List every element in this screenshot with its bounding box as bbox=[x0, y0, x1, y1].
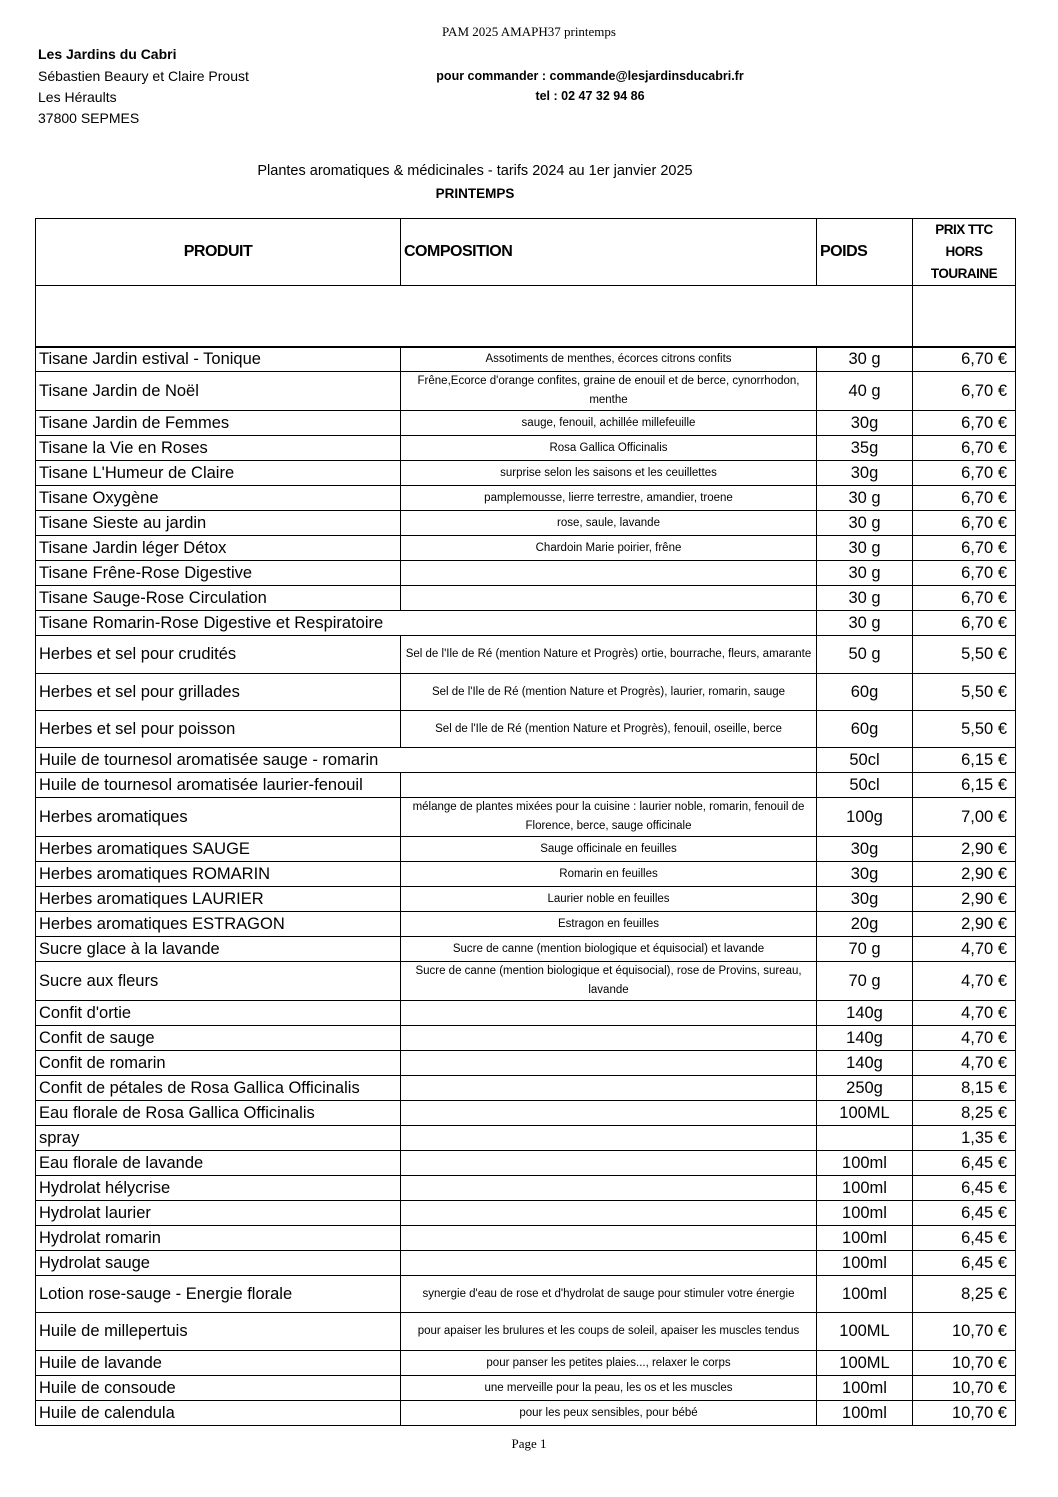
product-cell: Herbes aromatiques bbox=[36, 798, 401, 837]
price-cell: 10,70 € bbox=[913, 1401, 1016, 1426]
product-cell: Lotion rose-sauge - Energie florale bbox=[36, 1276, 401, 1313]
product-cell: Huile de consoude bbox=[36, 1376, 401, 1401]
weight-cell: 100ml bbox=[817, 1251, 913, 1276]
table-row bbox=[36, 1026, 1016, 1051]
composition-cell: Assotiments de menthes, écorces citrons confits bbox=[401, 347, 817, 372]
price-cell: 10,70 € bbox=[913, 1313, 1016, 1351]
sender-name: Les Jardins du Cabri bbox=[38, 46, 177, 62]
empty-cell bbox=[36, 286, 913, 347]
table-row bbox=[36, 773, 1016, 798]
price-cell: 6,15 € bbox=[913, 773, 1016, 798]
weight-cell: 70 g bbox=[817, 962, 913, 1001]
table-row bbox=[36, 1176, 1016, 1201]
weight-cell: 30 g bbox=[817, 511, 913, 536]
weight-cell: 140g bbox=[817, 1051, 913, 1076]
table-row bbox=[36, 912, 1016, 937]
table-row bbox=[36, 1313, 1016, 1351]
price-cell: 6,70 € bbox=[913, 511, 1016, 536]
header-product: PRODUIT bbox=[36, 219, 401, 286]
weight-cell: 140g bbox=[817, 1026, 913, 1051]
composition-cell: Rosa Gallica Officinalis bbox=[401, 436, 817, 461]
product-cell: Hydrolat romarin bbox=[36, 1226, 401, 1251]
product-cell: Tisane Sauge-Rose Circulation bbox=[36, 586, 401, 611]
composition-cell bbox=[401, 1151, 817, 1176]
weight-cell: 35g bbox=[817, 436, 913, 461]
price-cell: 6,45 € bbox=[913, 1201, 1016, 1226]
price-cell: 2,90 € bbox=[913, 837, 1016, 862]
price-cell: 8,15 € bbox=[913, 1076, 1016, 1101]
weight-cell: 50 g bbox=[817, 636, 913, 674]
product-cell: spray bbox=[36, 1126, 401, 1151]
weight-cell: 30g bbox=[817, 411, 913, 436]
table-row bbox=[36, 611, 1016, 636]
price-cell: 8,25 € bbox=[913, 1101, 1016, 1126]
weight-cell: 50cl bbox=[817, 773, 913, 798]
composition-cell: pour panser les petites plaies..., relaxer le corps bbox=[401, 1351, 817, 1376]
composition-cell: Sel de l'Ile de Ré (mention Nature et Progrès), laurier, romarin, sauge bbox=[401, 674, 817, 711]
product-cell: Tisane Jardin de Femmes bbox=[36, 411, 401, 436]
price-cell: 6,45 € bbox=[913, 1151, 1016, 1176]
composition-cell bbox=[401, 561, 817, 586]
product-cell: Herbes aromatiques ROMARIN bbox=[36, 862, 401, 887]
product-cell: Tisane Oxygène bbox=[36, 486, 401, 511]
table-row bbox=[36, 536, 1016, 561]
season-label: PRINTEMPS bbox=[435, 186, 515, 201]
weight-cell: 100ml bbox=[817, 1401, 913, 1426]
product-cell: Sucre glace à la lavande bbox=[36, 937, 401, 962]
table-row bbox=[36, 1276, 1016, 1313]
composition-cell bbox=[401, 1251, 817, 1276]
weight-cell: 100ml bbox=[817, 1151, 913, 1176]
composition-cell: Sucre de canne (mention biologique et équisocial) et lavande bbox=[401, 937, 817, 962]
weight-cell: 100ML bbox=[817, 1351, 913, 1376]
price-cell: 6,15 € bbox=[913, 748, 1016, 773]
composition-cell: Sel de l'Ile de Ré (mention Nature et Progrès) ortie, bourrache, fleurs, amarante bbox=[401, 636, 817, 674]
table-row bbox=[36, 937, 1016, 962]
table-row bbox=[36, 1226, 1016, 1251]
sender-city: 37800 SEPMES bbox=[38, 110, 140, 126]
document-title: PAM 2025 AMAPH37 printemps bbox=[442, 24, 616, 39]
composition-cell: synergie d'eau de rose et d'hydrolat de sauge pour stimuler votre énergie bbox=[401, 1276, 817, 1313]
price-cell: 5,50 € bbox=[913, 636, 1016, 674]
price-cell: 4,70 € bbox=[913, 1051, 1016, 1076]
price-cell: 6,45 € bbox=[913, 1226, 1016, 1251]
composition-cell bbox=[401, 1026, 817, 1051]
price-cell: 8,25 € bbox=[913, 1276, 1016, 1313]
sender-people: Sébastien Beaury et Claire Proust bbox=[38, 68, 249, 84]
table-row bbox=[36, 962, 1016, 1001]
product-cell: Confit de romarin bbox=[36, 1051, 401, 1076]
product-cell: Tisane la Vie en Roses bbox=[36, 436, 401, 461]
product-cell: Huile de tournesol aromatisée sauge - romarin bbox=[36, 748, 817, 773]
weight-cell: 250g bbox=[817, 1076, 913, 1101]
price-cell: 6,70 € bbox=[913, 372, 1016, 411]
weight-cell: 100ml bbox=[817, 1276, 913, 1313]
composition-cell: une merveille pour la peau, les os et les muscles bbox=[401, 1376, 817, 1401]
table-row bbox=[36, 586, 1016, 611]
composition-cell: sauge, fenouil, achillée millefeuille bbox=[401, 411, 817, 436]
header-composition: COMPOSITION bbox=[401, 219, 817, 286]
price-cell: 10,70 € bbox=[913, 1376, 1016, 1401]
composition-cell bbox=[401, 1126, 817, 1151]
composition-cell: Romarin en feuilles bbox=[401, 862, 817, 887]
composition-cell: Frêne,Ecorce d'orange confites, graine de enouil et de berce, cynorrhodon, menthe bbox=[401, 372, 817, 411]
table-row bbox=[36, 887, 1016, 912]
table-row bbox=[36, 561, 1016, 586]
weight-cell: 100ml bbox=[817, 1201, 913, 1226]
weight-cell: 100ml bbox=[817, 1176, 913, 1201]
weight-cell: 100ML bbox=[817, 1313, 913, 1351]
table-row bbox=[36, 1126, 1016, 1151]
composition-cell bbox=[401, 1051, 817, 1076]
product-cell: Huile de tournesol aromatisée laurier-fenouil bbox=[36, 773, 401, 798]
product-cell: Herbes et sel pour grillades bbox=[36, 674, 401, 711]
table-row bbox=[36, 1401, 1016, 1426]
weight-cell: 40 g bbox=[817, 372, 913, 411]
empty-cell bbox=[913, 286, 1016, 347]
product-cell: Confit de sauge bbox=[36, 1026, 401, 1051]
weight-cell: 100ml bbox=[817, 1226, 913, 1251]
product-cell: Tisane Romarin-Rose Digestive et Respiratoire bbox=[36, 611, 817, 636]
composition-cell bbox=[401, 1101, 817, 1126]
order-email[interactable]: pour commander : commande@lesjardinsducabri.fr bbox=[436, 69, 744, 83]
weight-cell: 100g bbox=[817, 798, 913, 837]
price-cell: 2,90 € bbox=[913, 862, 1016, 887]
composition-cell: Chardoin Marie poirier, frêne bbox=[401, 536, 817, 561]
weight-cell: 100ML bbox=[817, 1101, 913, 1126]
composition-cell bbox=[401, 1176, 817, 1201]
product-cell: Hydrolat sauge bbox=[36, 1251, 401, 1276]
composition-cell bbox=[401, 586, 817, 611]
product-cell: Tisane Sieste au jardin bbox=[36, 511, 401, 536]
price-list-subtitle: Plantes aromatiques & médicinales - tarifs 2024 au 1er janvier 2025 bbox=[257, 163, 693, 179]
price-cell: 6,70 € bbox=[913, 486, 1016, 511]
weight-cell: 30 g bbox=[817, 536, 913, 561]
composition-cell: pour les peux sensibles, pour bébé bbox=[401, 1401, 817, 1426]
product-cell: Eau florale de Rosa Gallica Officinalis bbox=[36, 1101, 401, 1126]
product-cell: Tisane Jardin léger Détox bbox=[36, 536, 401, 561]
composition-cell bbox=[401, 1076, 817, 1101]
product-cell: Huile de lavande bbox=[36, 1351, 401, 1376]
weight-cell: 30g bbox=[817, 862, 913, 887]
price-cell: 6,70 € bbox=[913, 586, 1016, 611]
product-cell: Huile de millepertuis bbox=[36, 1313, 401, 1351]
table-row bbox=[36, 748, 1016, 773]
weight-cell: 20g bbox=[817, 912, 913, 937]
weight-cell: 30g bbox=[817, 837, 913, 862]
product-cell: Herbes aromatiques LAURIER bbox=[36, 887, 401, 912]
composition-cell: Estragon en feuilles bbox=[401, 912, 817, 937]
product-cell: Hydrolat laurier bbox=[36, 1201, 401, 1226]
product-cell: Tisane Jardin de Noël bbox=[36, 372, 401, 411]
price-cell: 10,70 € bbox=[913, 1351, 1016, 1376]
table-row bbox=[36, 1376, 1016, 1401]
price-cell: 2,90 € bbox=[913, 887, 1016, 912]
product-cell: Tisane Frêne-Rose Digestive bbox=[36, 561, 401, 586]
weight-cell: 60g bbox=[817, 674, 913, 711]
table-header-row bbox=[36, 219, 1016, 286]
weight-cell: 140g bbox=[817, 1001, 913, 1026]
price-cell: 4,70 € bbox=[913, 962, 1016, 1001]
table-row bbox=[36, 511, 1016, 536]
weight-cell: 30g bbox=[817, 461, 913, 486]
table-row bbox=[36, 436, 1016, 461]
price-cell: 5,50 € bbox=[913, 711, 1016, 748]
price-cell: 4,70 € bbox=[913, 1026, 1016, 1051]
price-cell: 6,70 € bbox=[913, 611, 1016, 636]
price-cell: 6,70 € bbox=[913, 347, 1016, 372]
price-cell: 6,70 € bbox=[913, 461, 1016, 486]
table-row bbox=[36, 674, 1016, 711]
price-cell: 4,70 € bbox=[913, 937, 1016, 962]
product-cell: Huile de calendula bbox=[36, 1401, 401, 1426]
weight-cell: 30 g bbox=[817, 486, 913, 511]
weight-cell: 100ml bbox=[817, 1376, 913, 1401]
header-price: PRIX TTC HORS TOURAINE bbox=[913, 219, 1016, 286]
weight-cell bbox=[817, 1126, 913, 1151]
product-cell: Confit d'ortie bbox=[36, 1001, 401, 1026]
price-cell: 6,70 € bbox=[913, 411, 1016, 436]
price-table bbox=[35, 218, 1016, 1426]
weight-cell: 70 g bbox=[817, 937, 913, 962]
table-row bbox=[36, 411, 1016, 436]
composition-cell: Sucre de canne (mention biologique et équisocial), rose de Provins, sureau, lavande bbox=[401, 962, 817, 1001]
composition-cell: Sauge officinale en feuilles bbox=[401, 837, 817, 862]
price-cell: 7,00 € bbox=[913, 798, 1016, 837]
sender-place: Les Héraults bbox=[38, 89, 117, 105]
table-row bbox=[36, 347, 1016, 372]
phone-number: tel : 02 47 32 94 86 bbox=[535, 89, 645, 103]
table-row bbox=[36, 798, 1016, 837]
table-row bbox=[36, 461, 1016, 486]
product-cell: Tisane Jardin estival - Tonique bbox=[36, 347, 401, 372]
product-cell: Herbes et sel pour crudités bbox=[36, 636, 401, 674]
composition-cell: pour apaiser les brulures et les coups de soleil, apaiser les muscles tendus bbox=[401, 1313, 817, 1351]
table-row bbox=[36, 711, 1016, 748]
table-row bbox=[36, 1151, 1016, 1176]
weight-cell: 30 g bbox=[817, 347, 913, 372]
product-cell: Herbes aromatiques SAUGE bbox=[36, 837, 401, 862]
price-cell: 6,70 € bbox=[913, 436, 1016, 461]
table-row bbox=[36, 1001, 1016, 1026]
table-row bbox=[36, 837, 1016, 862]
product-cell: Sucre aux fleurs bbox=[36, 962, 401, 1001]
table-row bbox=[36, 1201, 1016, 1226]
composition-cell: Sel de l'Ile de Ré (mention Nature et Progrès), fenouil, oseille, berce bbox=[401, 711, 817, 748]
header-weight: POIDS bbox=[817, 219, 913, 286]
composition-cell bbox=[401, 1201, 817, 1226]
product-cell: Hydrolat hélycrise bbox=[36, 1176, 401, 1201]
table-row bbox=[36, 1051, 1016, 1076]
table-row bbox=[36, 636, 1016, 674]
table-row bbox=[36, 486, 1016, 511]
weight-cell: 30 g bbox=[817, 586, 913, 611]
price-cell: 6,70 € bbox=[913, 536, 1016, 561]
composition-cell bbox=[401, 1226, 817, 1251]
product-cell: Herbes aromatiques ESTRAGON bbox=[36, 912, 401, 937]
composition-cell: mélange de plantes mixées pour la cuisine : laurier noble, romarin, fenouil de Florence, berce, sauge officinale bbox=[401, 798, 817, 837]
weight-cell: 50cl bbox=[817, 748, 913, 773]
composition-cell: surprise selon les saisons et les ceuillettes bbox=[401, 461, 817, 486]
price-cell: 4,70 € bbox=[913, 1001, 1016, 1026]
table-row bbox=[36, 1076, 1016, 1101]
table-row bbox=[36, 372, 1016, 411]
composition-cell: rose, saule, lavande bbox=[401, 511, 817, 536]
table-row bbox=[36, 862, 1016, 887]
price-cell: 6,45 € bbox=[913, 1176, 1016, 1201]
composition-cell: Laurier noble en feuilles bbox=[401, 887, 817, 912]
price-cell: 1,35 € bbox=[913, 1126, 1016, 1151]
page-number: Page 1 bbox=[511, 1436, 547, 1451]
table-body bbox=[36, 286, 1016, 1426]
empty-row bbox=[36, 286, 1016, 347]
product-cell: Eau florale de lavande bbox=[36, 1151, 401, 1176]
composition-cell bbox=[401, 773, 817, 798]
price-cell: 2,90 € bbox=[913, 912, 1016, 937]
table-row bbox=[36, 1101, 1016, 1126]
product-cell: Herbes et sel pour poisson bbox=[36, 711, 401, 748]
composition-cell bbox=[401, 1001, 817, 1026]
weight-cell: 30 g bbox=[817, 611, 913, 636]
table-row bbox=[36, 1351, 1016, 1376]
price-cell: 5,50 € bbox=[913, 674, 1016, 711]
weight-cell: 30 g bbox=[817, 561, 913, 586]
product-cell: Tisane L'Humeur de Claire bbox=[36, 461, 401, 486]
table-row bbox=[36, 1251, 1016, 1276]
product-cell: Confit de pétales de Rosa Gallica Officinalis bbox=[36, 1076, 401, 1101]
weight-cell: 30g bbox=[817, 887, 913, 912]
price-cell: 6,45 € bbox=[913, 1251, 1016, 1276]
price-cell: 6,70 € bbox=[913, 561, 1016, 586]
weight-cell: 60g bbox=[817, 711, 913, 748]
composition-cell: pamplemousse, lierre terrestre, amandier, troene bbox=[401, 486, 817, 511]
